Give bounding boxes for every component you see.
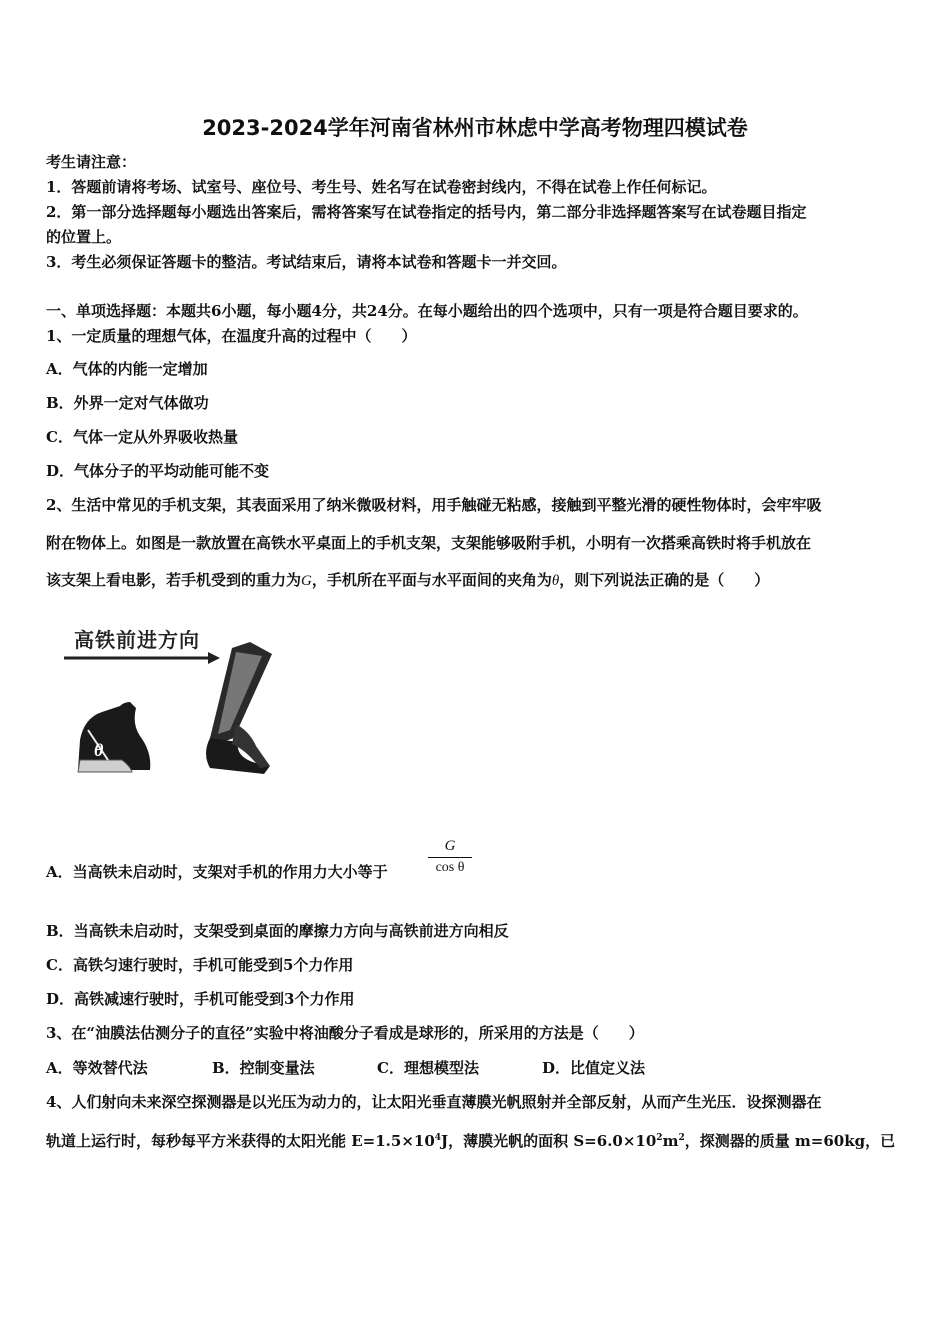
- q3-option-c: C．理想模型法: [377, 1059, 479, 1077]
- q3-stem: 3、在“油膜法估测分子的直径”实验中将油酸分子看成是球形的，所采用的方法是（ ）: [46, 1024, 644, 1042]
- q2-option-c: C．高铁匀速行驶时，手机可能受到5个力作用: [46, 956, 354, 974]
- notice-item-3: 3．考生必须保证答题卡的整洁。考试结束后，请将本试卷和答题卡一并交回。: [46, 253, 567, 271]
- q4-part1: 轨道上运行时，每秒每平方米获得的太阳光能 E=1.5×10: [46, 1132, 435, 1150]
- q4-part4: ，探测器的质量 m=60kg，已: [684, 1132, 896, 1150]
- q4-part2: J，薄膜光帆的面积 S=6.0×10: [441, 1132, 657, 1150]
- q2-option-a: A．当高铁未启动时，支架对手机的作用力大小等于: [46, 863, 388, 881]
- figure-direction-label: 高铁前进方向: [74, 628, 200, 652]
- q1-stem: 1、一定质量的理想气体，在温度升高的过程中（ ）: [46, 327, 417, 345]
- q2-option-d: D．高铁减速行驶时，手机可能受到3个力作用: [46, 990, 355, 1008]
- notice-item-2-cont: 的位置上。: [46, 228, 122, 246]
- q4-exp3: 2: [678, 1133, 685, 1143]
- q4-exp2: 2: [656, 1133, 663, 1143]
- stand-right: [206, 642, 272, 774]
- q3-option-d: D．比值定义法: [542, 1059, 646, 1077]
- q4-part3: m: [662, 1132, 679, 1150]
- notice-item-1: 1．答题前请将考场、试室号、座位号、考生号、姓名写在试卷密封线内，不得在试卷上作任何标记。: [46, 178, 717, 196]
- q3-option-a: A．等效替代法: [46, 1059, 148, 1077]
- figure-drawing: [60, 620, 290, 790]
- notice-item-2: 2．第一部分选择题每小题选出答案后，需将答案写在试卷指定的括号内，第二部分非选择题答案写在试卷题目指定: [46, 203, 807, 221]
- phone-stand-figure: [60, 620, 290, 790]
- symbol-theta: θ: [551, 573, 560, 589]
- stand-left: [78, 702, 150, 772]
- q2-stem-line3: [46, 570, 769, 591]
- q2-stem-part3: ，则下列说法正确的是（ ）: [559, 571, 770, 589]
- fraction-numerator: G: [428, 838, 472, 858]
- q3-option-b: B．控制变量法: [212, 1059, 315, 1077]
- q1-option-d: D．气体分子的平均动能可能不变: [46, 462, 270, 480]
- section-heading: 一、单项选择题：本题共6小题，每小题4分，共24分。在每小题给出的四个选项中，只有一项是符合题目要求的。: [46, 302, 808, 320]
- notice-heading: 考生请注意：: [46, 153, 137, 171]
- q2-option-b: B．当高铁未启动时，支架受到桌面的摩擦力方向与高铁前进方向相反: [46, 922, 509, 940]
- q2-stem-line1: 2、生活中常见的手机支架，其表面采用了纳米微吸材料，用手触碰无粘感，接触到平整光滑的硬性物体时，会牢牢吸: [46, 496, 822, 514]
- q4-exp1: 4: [434, 1133, 442, 1143]
- fraction-g-over-cos-theta: [428, 838, 472, 876]
- q2-stem-part2: ，手机所在平面与水平面间的夹角为: [311, 571, 552, 589]
- symbol-G: G: [301, 573, 312, 589]
- q2-stem-part1: 该支架上看电影，若手机受到的重力为: [46, 571, 302, 589]
- page-title: 2023-2024学年河南省林州市林虑中学高考物理四模试卷: [202, 116, 748, 140]
- q4-stem-line1: 4、人们射向未来深空探测器是以光压为动力的，让太阳光垂直薄膜光帆照射并全部反射，从而产生光压．设探测器在: [46, 1093, 822, 1111]
- q1-option-b: B．外界一定对气体做功: [46, 394, 209, 412]
- q2-stem-line2: 附在物体上。如图是一款放置在高铁水平桌面上的手机支架，支架能够吸附手机，小明有一次搭乘高铁时将手机放在: [46, 534, 812, 552]
- figure-angle-label: θ: [94, 740, 104, 760]
- direction-arrow: [64, 652, 220, 664]
- fraction-denominator: cos θ: [435, 860, 465, 875]
- q1-option-a: A．气体的内能一定增加: [46, 360, 208, 378]
- q1-option-c: C．气体一定从外界吸收热量: [46, 428, 238, 446]
- q4-stem-line2: [46, 1128, 895, 1151]
